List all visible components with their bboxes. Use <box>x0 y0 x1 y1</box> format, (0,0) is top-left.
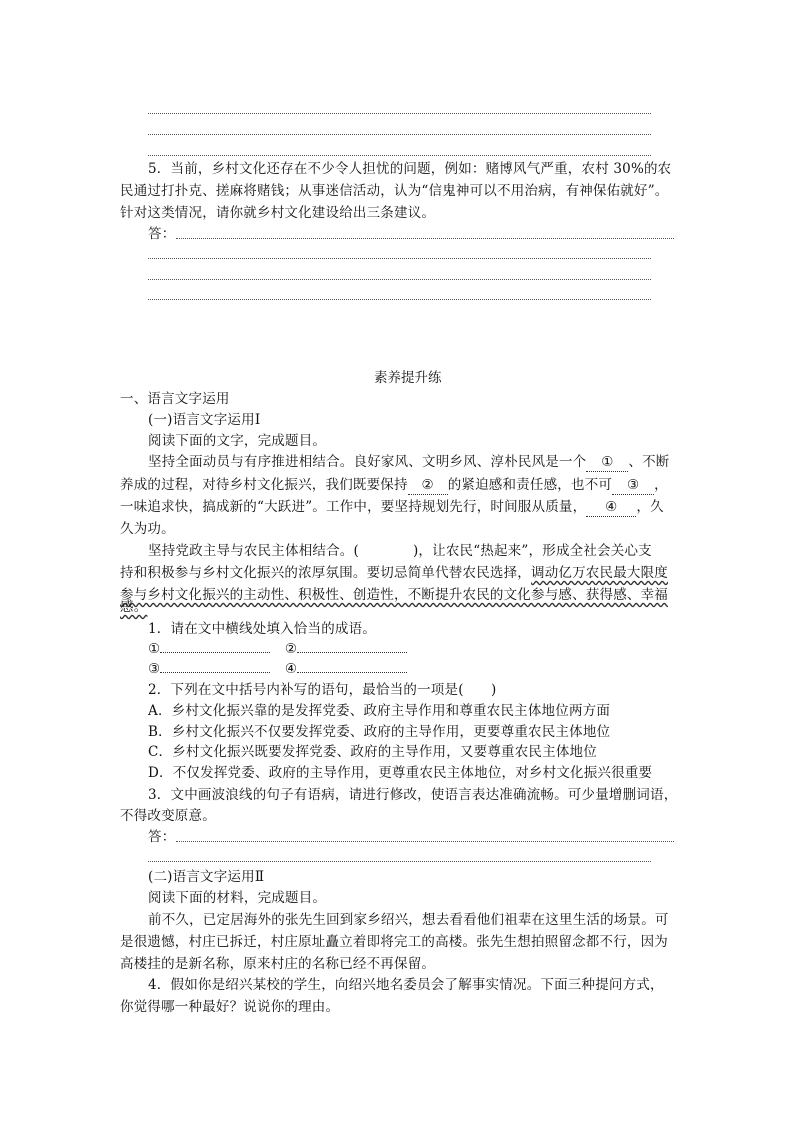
sub-heading-1: (一)语言文字运用Ⅰ <box>148 412 261 428</box>
q5-answer-line[interactable] <box>148 258 651 259</box>
blank-3[interactable]: ③ <box>612 476 654 495</box>
passage-text: 坚持党政主导与农民主体相结合。( <box>148 543 359 559</box>
part-heading: 一、语言文字运用 <box>120 391 230 407</box>
passage-2-line-3: 参与乡村文化振兴的主动性、积极性、创造性，不断提升农民的文化参与感、获得感、幸福 <box>120 587 668 603</box>
answer-line[interactable] <box>148 155 651 156</box>
blank-4[interactable]: ④ <box>586 498 636 517</box>
question-3-line-2: 不得改变原意。 <box>120 808 216 824</box>
answer-line[interactable] <box>148 134 651 135</box>
passage-1-line-3 <box>120 498 664 517</box>
passage-text: 的紧迫感和责任感，也不可 <box>447 477 613 493</box>
q1-blank-1[interactable] <box>160 640 270 653</box>
q5-line-3: 针对这类情况，请你就乡村文化建设给出三条建议。 <box>120 205 436 221</box>
q1-marker: ③ <box>148 661 161 677</box>
passage-2-line-4: 感。 <box>120 599 148 615</box>
q1-marker: ② <box>284 641 298 657</box>
sub-heading-2: (二)语言文字运用Ⅱ <box>148 869 265 885</box>
passage-text: 、不断 <box>628 454 670 470</box>
q1-answer-row-1 <box>148 640 407 658</box>
q5-answer-line[interactable] <box>148 279 651 280</box>
passage-1-line-1 <box>148 453 670 472</box>
q1-blank-2[interactable] <box>297 640 407 653</box>
q5-line-1: 5．当前，乡村文化还存在不少令人担忧的问题，例如：赌博风气严重，农村 30%的农 <box>148 161 672 177</box>
q5-answer-line[interactable] <box>176 238 674 239</box>
passage-1-line-2 <box>120 476 668 495</box>
q1-blank-3[interactable] <box>160 660 270 673</box>
passage-1-line-4: 久为功。 <box>120 521 175 537</box>
question-2: 2．下列在文中括号内补写的语句，最恰当的一项是( ) <box>148 682 497 698</box>
passage-text: ， <box>654 477 668 493</box>
passage-2-line-1 <box>148 542 652 560</box>
q5-answer-label: 答： <box>148 226 176 242</box>
section-title: 素养提升练 <box>374 370 442 386</box>
passage-text: ，久 <box>636 499 664 515</box>
q3-answer-label: 答： <box>148 829 176 845</box>
q5-answer-line[interactable] <box>148 299 651 300</box>
q1-marker: ① <box>148 641 161 657</box>
wavy-sentence: 调动亿万农民最大限度 <box>531 565 668 581</box>
instruction-1: 阅读下面的文字，完成题目。 <box>148 433 327 449</box>
q2-option-d[interactable]: D．不仅发挥党委、政府的主导作用，更尊重农民主体地位，对乡村文化振兴很重要 <box>148 765 653 781</box>
question-1: 1．请在文中横线处填入恰当的成语。 <box>148 621 376 637</box>
question-4-line-1: 4．假如你是绍兴某校的学生，向绍兴地名委员会了解事实情况。下面三种提问方式， <box>148 977 664 993</box>
passage-text: 坚持全面动员与有序推进相结合。良好家风、文明乡风、淳朴民风是一个 <box>148 454 587 470</box>
passage-text: 持和积极参与乡村文化振兴的浓厚氛围。要切忌简单代替农民选择， <box>120 565 531 581</box>
passage-3-line-2: 是很遗憾，村庄已拆迁，村庄原址矗立着即将完工的高楼。张先生想拍照留念都不行，因为 <box>120 934 668 950</box>
q5-line-2: 民通过打扑克、搓麻将赌钱；从事迷信活动，认为“信鬼神可以不用治病，有神保佑就好”。 <box>120 183 669 199</box>
instruction-2: 阅读下面的材料，完成题目。 <box>148 890 327 906</box>
q3-answer-line[interactable] <box>148 861 651 862</box>
q2-option-a[interactable]: A．乡村文化振兴靠的是发挥党委、政府主导作用和尊重农民主体地位两方面 <box>148 703 611 719</box>
question-4-line-2: 你觉得哪一种最好？说说你的理由。 <box>120 999 340 1015</box>
q2-option-b[interactable]: B．乡村文化振兴不仅要发挥党委、政府的主导作用，更要尊重农民主体地位 <box>148 724 611 740</box>
question-3-line-1: 3．文中画波浪线的句子有语病，请进行修改，使语言表达准确流畅。可少量增删词语， <box>148 787 678 803</box>
q1-marker: ④ <box>284 661 298 677</box>
passage-3-line-3: 高楼挂的是新名称，原来村庄的名称已经不再保留。 <box>120 956 436 972</box>
q1-blank-4[interactable] <box>297 660 407 673</box>
passage-text: )，让农民“热起来”，形成全社会关心支 <box>412 543 652 559</box>
passage-text: 养成的过程，对待乡村文化振兴，我们既要保持 <box>120 477 408 493</box>
q1-answer-row-2 <box>148 660 407 678</box>
blank-2[interactable]: ② <box>408 476 448 495</box>
answer-line[interactable] <box>148 113 651 114</box>
blank-1[interactable]: ① <box>586 453 628 472</box>
q2-option-c[interactable]: C．乡村文化振兴既要发挥党委、政府的主导作用，又要尊重农民主体地位 <box>148 744 597 760</box>
passage-text: 一味追求快，搞成新的“大跃进”。工作中，要坚持规划先行，时间服从质量， <box>120 499 587 515</box>
passage-3-line-1: 前不久，已定居海外的张先生回到家乡绍兴，想去看看他们祖辈在这里生活的场景。可 <box>148 912 669 928</box>
q3-answer-line[interactable] <box>176 841 674 842</box>
passage-2-line-2 <box>120 564 668 582</box>
